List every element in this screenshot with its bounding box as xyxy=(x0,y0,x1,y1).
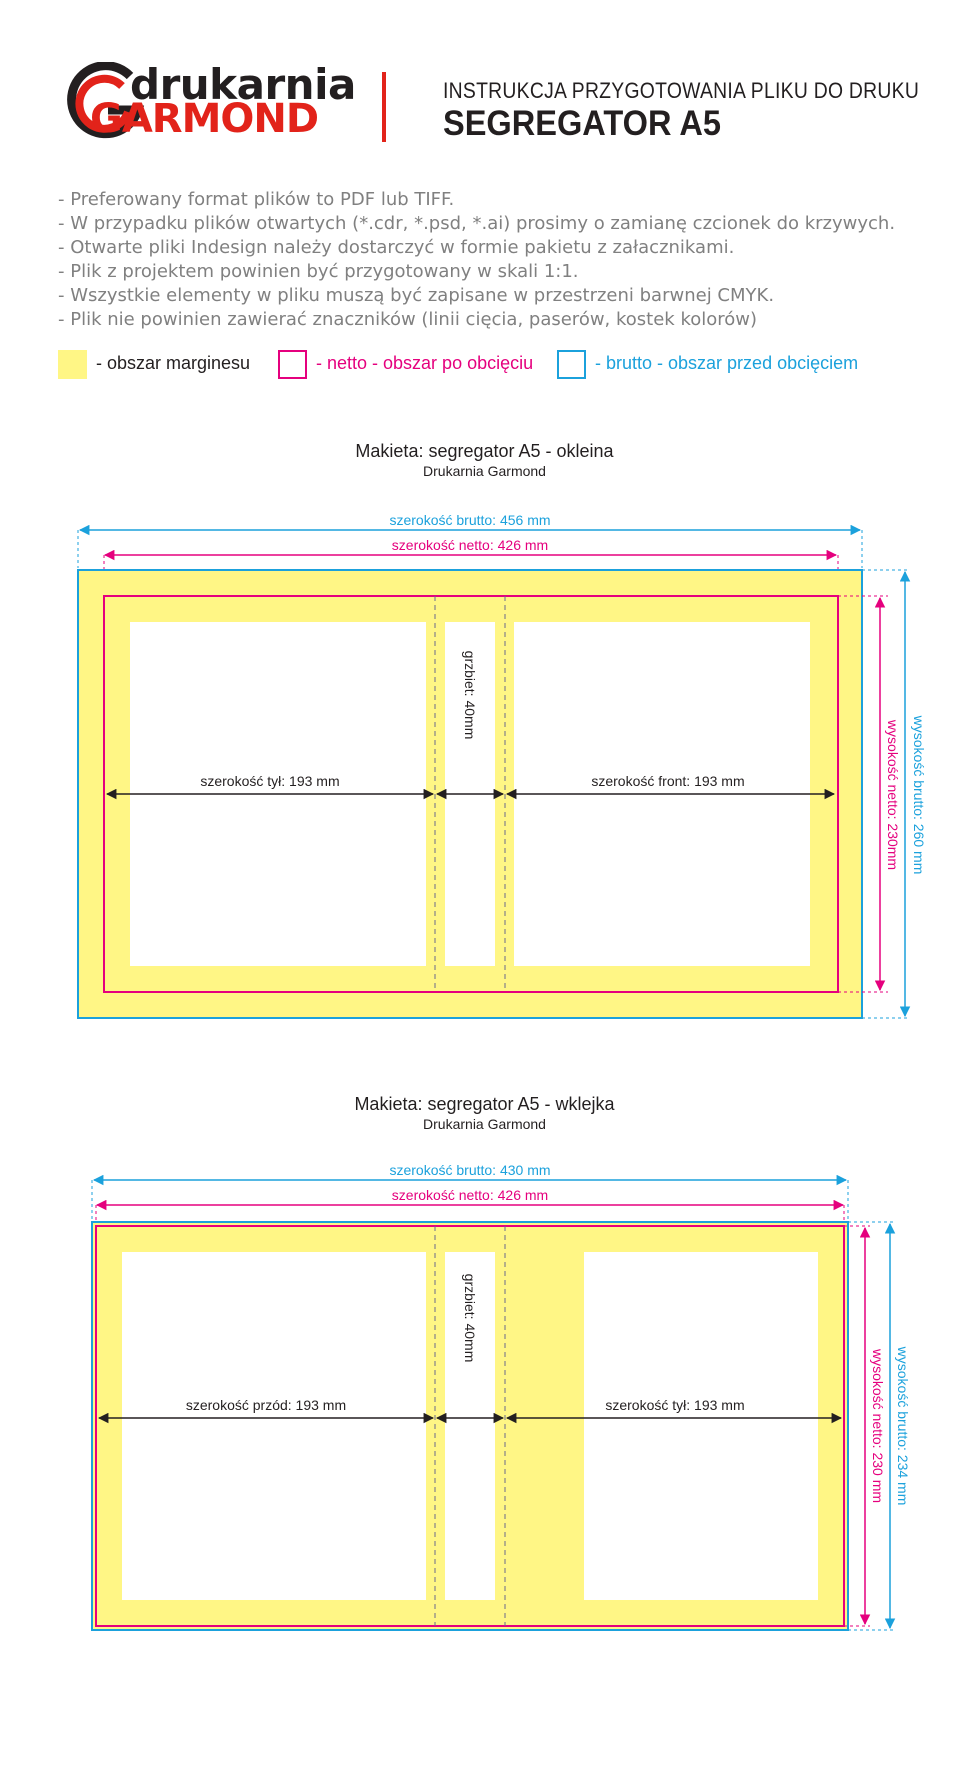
instruction-line: - Plik z projektem powinien być przygotowany w skali 1:1. xyxy=(58,261,579,282)
legend-label-brutto: - brutto - obszar przed obcięciem xyxy=(595,353,859,373)
width-netto-label: szerokość netto: 426 mm xyxy=(391,537,549,553)
legend-label-netto: - netto - obszar po obcięciu xyxy=(316,353,534,373)
legend-swatch-brutto xyxy=(557,350,586,379)
back-width-label: szerokość tył: 193 mm xyxy=(605,1397,745,1413)
spine-label: grzbiet: 40mm xyxy=(462,1273,478,1363)
width-brutto-label: szerokość brutto: 430 mm xyxy=(389,1162,551,1178)
instruction-line: - Otwarte pliki Indesign należy dostarczyć w formie pakietu z załacznikami. xyxy=(58,237,735,258)
height-brutto-label: wysokość brutto: 234 mm xyxy=(895,1346,911,1506)
mockup-subtitle: Drukarnia Garmond xyxy=(423,1116,546,1132)
legend-label-margin: - obszar marginesu xyxy=(96,353,251,373)
front-width-label: szerokość front: 193 mm xyxy=(591,773,745,789)
instruction-line: - Wszystkie elementy w pliku muszą być zapisane w przestrzeni barwnej CMYK. xyxy=(58,285,775,306)
width-netto-label: szerokość netto: 426 mm xyxy=(391,1187,549,1203)
instruction-line: - Plik nie powinien zawierać znaczników (linii cięcia, paserów, kostek kolorów) xyxy=(58,309,758,330)
mockup-title: Makieta: segregator A5 - wklejka xyxy=(354,1094,615,1114)
height-brutto-label: wysokość brutto: 260 mm xyxy=(911,715,927,875)
logo-word-drukarnia: drukarnia xyxy=(130,60,356,109)
height-netto-label: wysokość netto: 230 mm xyxy=(870,1348,886,1504)
header-divider xyxy=(382,72,386,142)
spine-label: grzbiet: 40mm xyxy=(462,650,478,740)
instruction-line: - Preferowany format plików to PDF lub TIFF. xyxy=(58,189,455,210)
front-width-label: szerokość przód: 193 mm xyxy=(185,1397,347,1413)
mockup-wklejka-diagram xyxy=(0,1150,969,1660)
mockup-okleina-diagram xyxy=(0,500,969,1030)
header-subtitle: INSTRUKCJA PRZYGOTOWANIA PLIKU DO DRUKU xyxy=(443,78,920,103)
legend-swatch-margin xyxy=(58,350,87,379)
front-panel xyxy=(122,1252,426,1600)
legend-swatch-netto xyxy=(278,350,307,379)
mockup-title: Makieta: segregator A5 - okleina xyxy=(355,441,614,461)
back-panel xyxy=(584,1252,818,1600)
back-width-label: szerokość tył: 193 mm xyxy=(200,773,340,789)
width-brutto-label: szerokość brutto: 456 mm xyxy=(389,512,551,528)
instruction-line: - W przypadku plików otwartych (*.cdr, *.psd, *.ai) prosimy o zamianę czcionek do krzywych. xyxy=(58,213,896,234)
logo-word-garmond: GARMOND xyxy=(90,96,319,142)
header-title: SEGREGATOR A5 xyxy=(443,104,721,143)
instructions-list xyxy=(58,188,895,332)
height-netto-label: wysokość netto: 230mm xyxy=(885,719,901,871)
mockup-subtitle: Drukarnia Garmond xyxy=(423,463,546,479)
